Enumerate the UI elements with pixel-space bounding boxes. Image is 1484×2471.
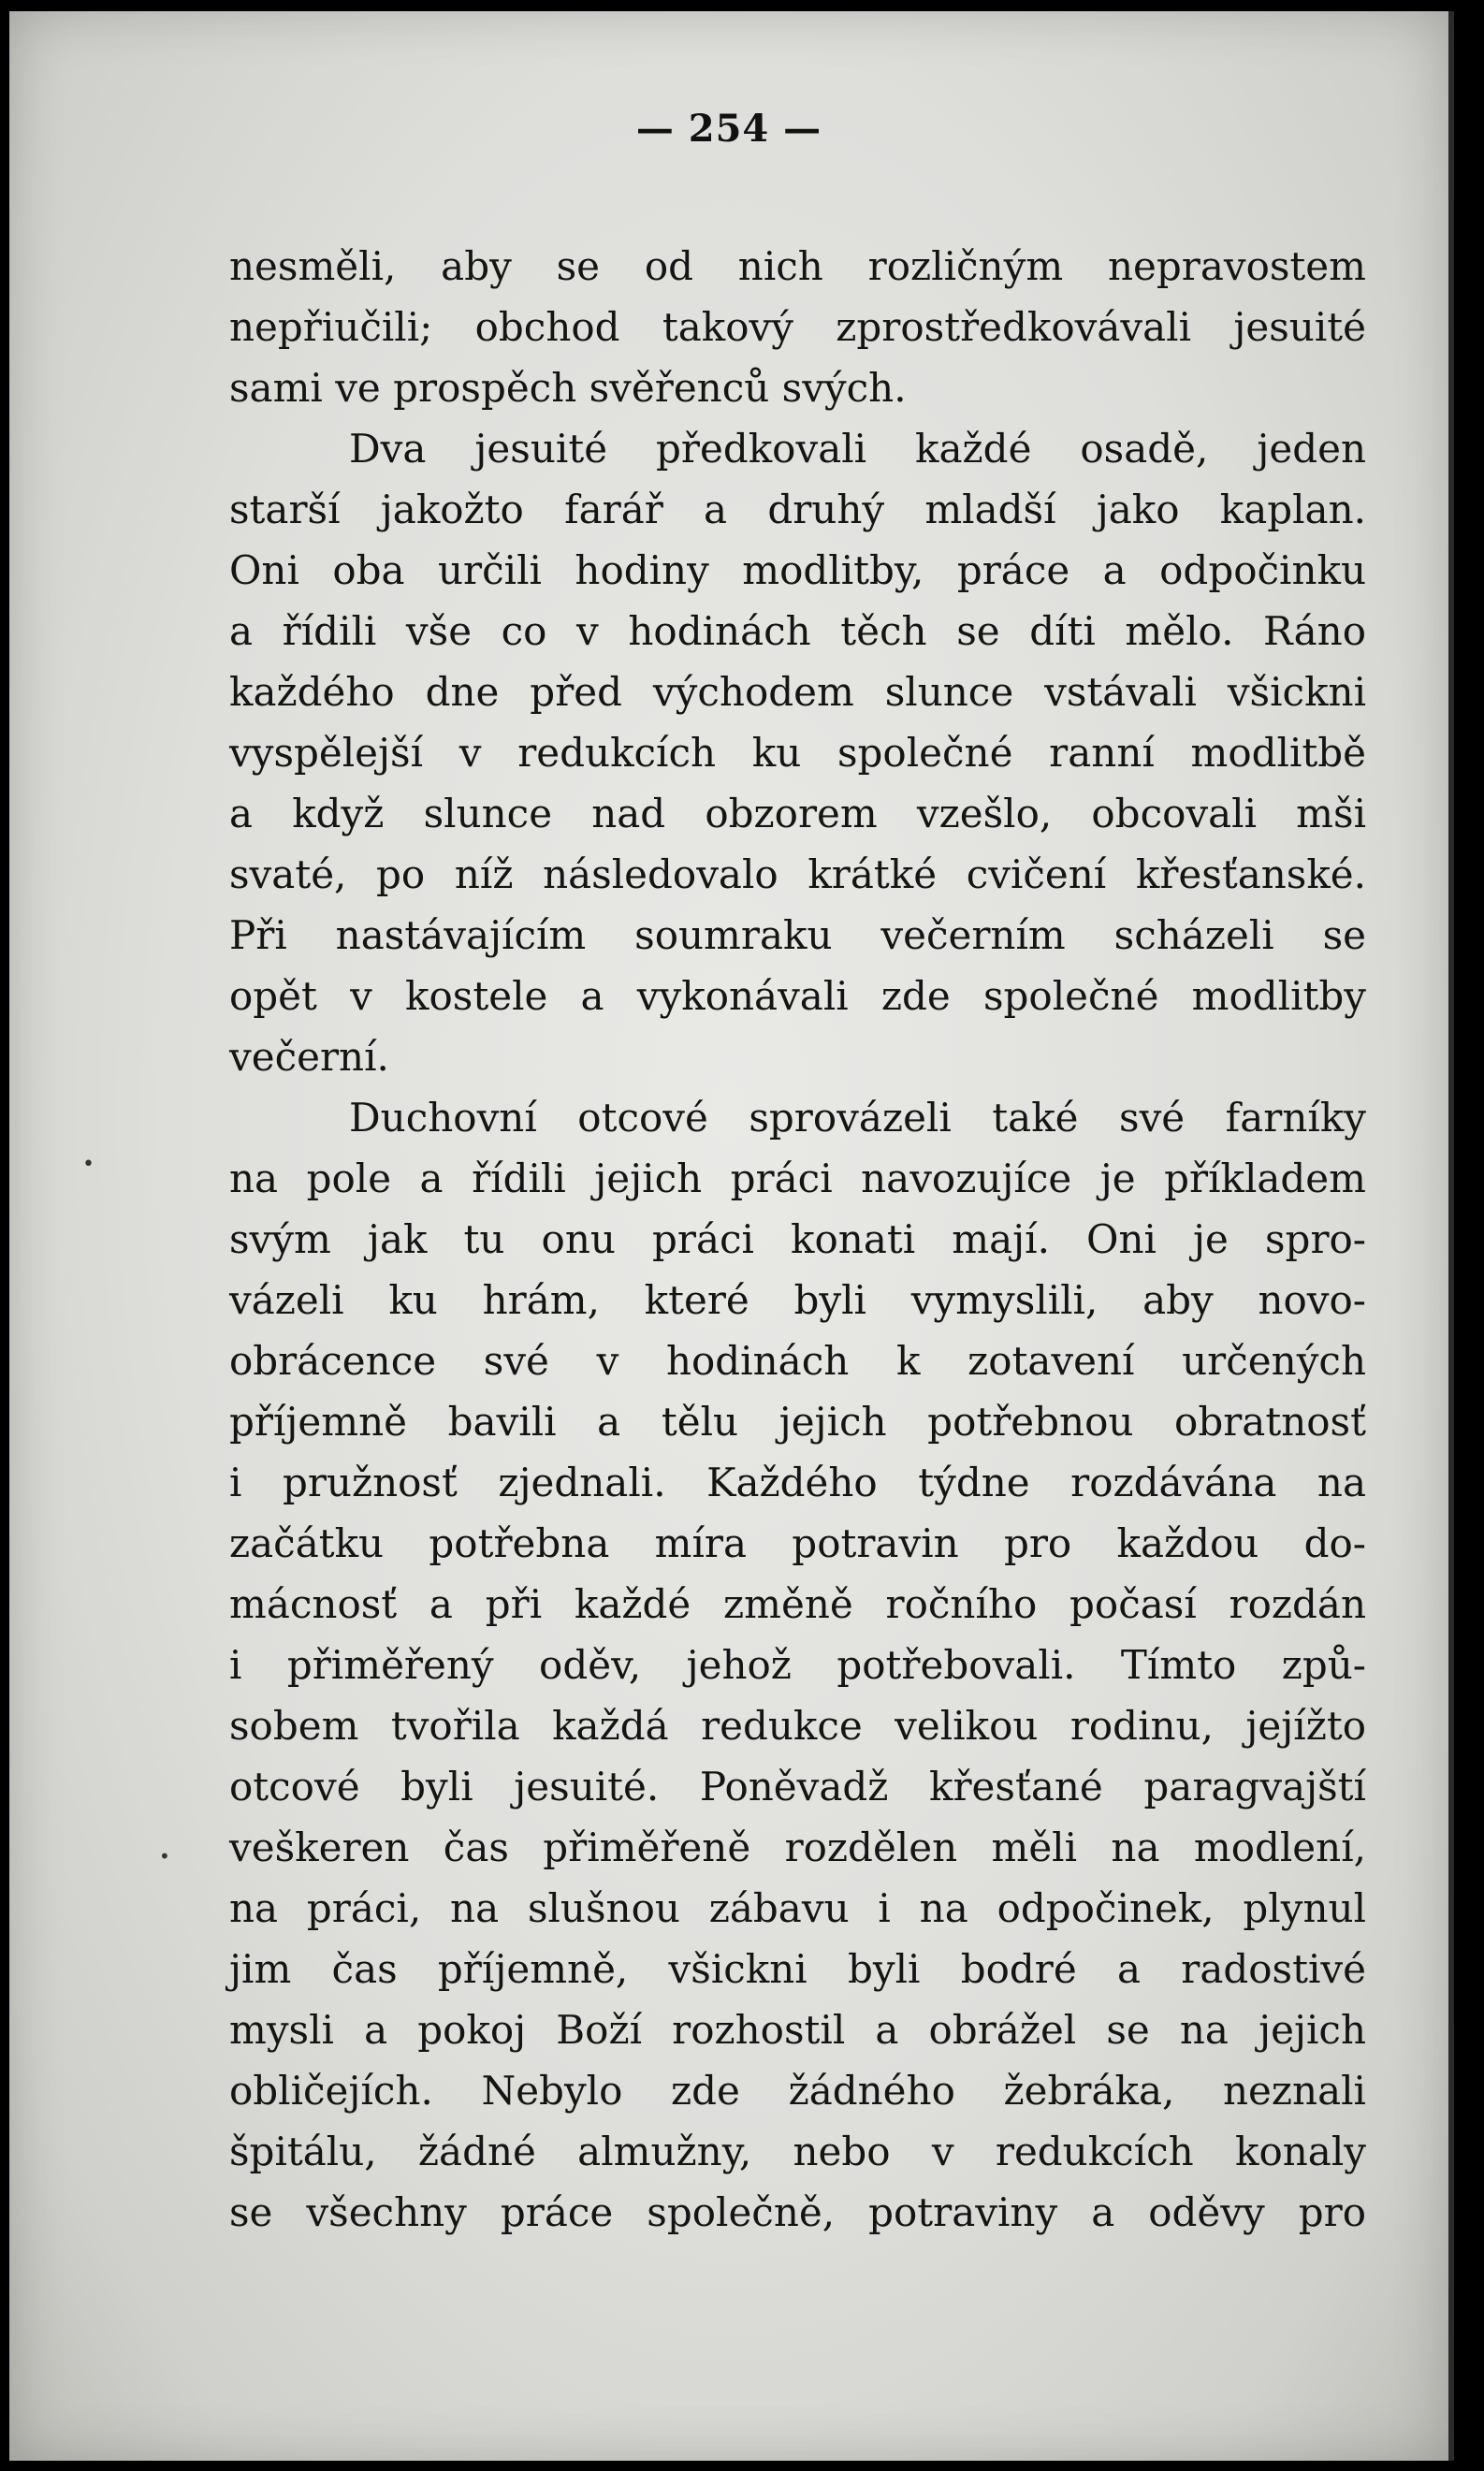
text-line: Při nastávajícím soumraku večerním scházeli se bbox=[229, 912, 1366, 958]
text-line: na pole a řídili jejich práci navozujíce je příkladem bbox=[229, 1156, 1366, 1201]
text-line: mácnosť a při každé změně ročního počasí rozdán bbox=[229, 1581, 1366, 1627]
text-line: svaté, po níž následovalo krátké cvičení křesťanské. bbox=[229, 851, 1366, 897]
text-line: vyspělejší v redukcích ku společné ranní modlitbě bbox=[229, 730, 1366, 776]
text-line: Oni oba určili hodiny modlitby, práce a odpočinku bbox=[229, 547, 1366, 593]
scan-speck: • bbox=[82, 1153, 95, 1176]
text-line: obličejích. Nebylo zde žádného žebráka, neznali bbox=[229, 2068, 1366, 2114]
text-line: obrácence své v hodinách k zotavení určených bbox=[229, 1338, 1366, 1384]
text-line: starší jakožto farář a druhý mladší jako kaplan. bbox=[229, 487, 1366, 532]
text-line: a když slunce nad obzorem vzešlo, obcovali mši bbox=[229, 791, 1366, 836]
text-line: se všechny práce společně, potraviny a oděvy pro bbox=[229, 2189, 1366, 2235]
text-line: na práci, na slušnou zábavu i na odpočinek, plynul bbox=[229, 1885, 1366, 1931]
text-line: sobem tvořila každá redukce velikou rodinu, jejížto bbox=[229, 1703, 1366, 1749]
text-line: otcové byli jesuité. Poněvadž křesťané paragvajští bbox=[229, 1764, 1366, 1810]
text-line: i pružnosť zjednali. Každého týdne rozdávána na bbox=[229, 1460, 1366, 1505]
text-line: mysli a pokoj Boží rozhostil a obrážel se na jejich bbox=[229, 2007, 1366, 2053]
text-line: svým jak tu onu práci konati mají. Oni je spro- bbox=[229, 1216, 1366, 1262]
body-text bbox=[229, 236, 1366, 2243]
paper-sheet bbox=[9, 11, 1454, 2461]
text-line: vázeli ku hrám, které byli vymyslili, aby novo- bbox=[229, 1277, 1366, 1323]
text-line: veškeren čas přiměřeně rozdělen měli na modlení, bbox=[229, 1824, 1366, 1870]
text-line: opět v kostele a vykonávali zde společné modlitby bbox=[229, 973, 1366, 1019]
text-line: sami ve prospěch svěřenců svých. bbox=[229, 365, 907, 411]
text-line: špitálu, žádné almužny, nebo v redukcích konaly bbox=[229, 2129, 1366, 2174]
text-line: jim čas příjemně, všickni byli bodré a radostivé bbox=[229, 1946, 1366, 1992]
page-number: — 254 — bbox=[635, 107, 822, 151]
text-line: Duchovní otcové sprovázeli také své farníky bbox=[349, 1095, 1366, 1141]
text-line: příjemně bavili a tělu jejich potřebnou obratnosť bbox=[229, 1399, 1366, 1445]
text-line: každého dne před východem slunce vstávali všickni bbox=[229, 669, 1366, 715]
text-line: večerní. bbox=[229, 1034, 389, 1080]
text-line: začátku potřebna míra potravin pro každou do- bbox=[229, 1520, 1366, 1566]
text-line: Dva jesuité předkovali každé osadě, jeden bbox=[349, 426, 1366, 472]
text-line: a řídili vše co v hodinách těch se díti mělo. Ráno bbox=[229, 608, 1366, 654]
text-line: nesměli, aby se od nich rozličným nepravostem bbox=[229, 243, 1366, 289]
text-line: i přiměřený oděv, jehož potřebovali. Tímto způ- bbox=[229, 1642, 1366, 1688]
text-line: nepřiučili; obchod takový zprostředkovávali jesuité bbox=[229, 304, 1366, 350]
scan-speck: • bbox=[159, 1845, 170, 1868]
